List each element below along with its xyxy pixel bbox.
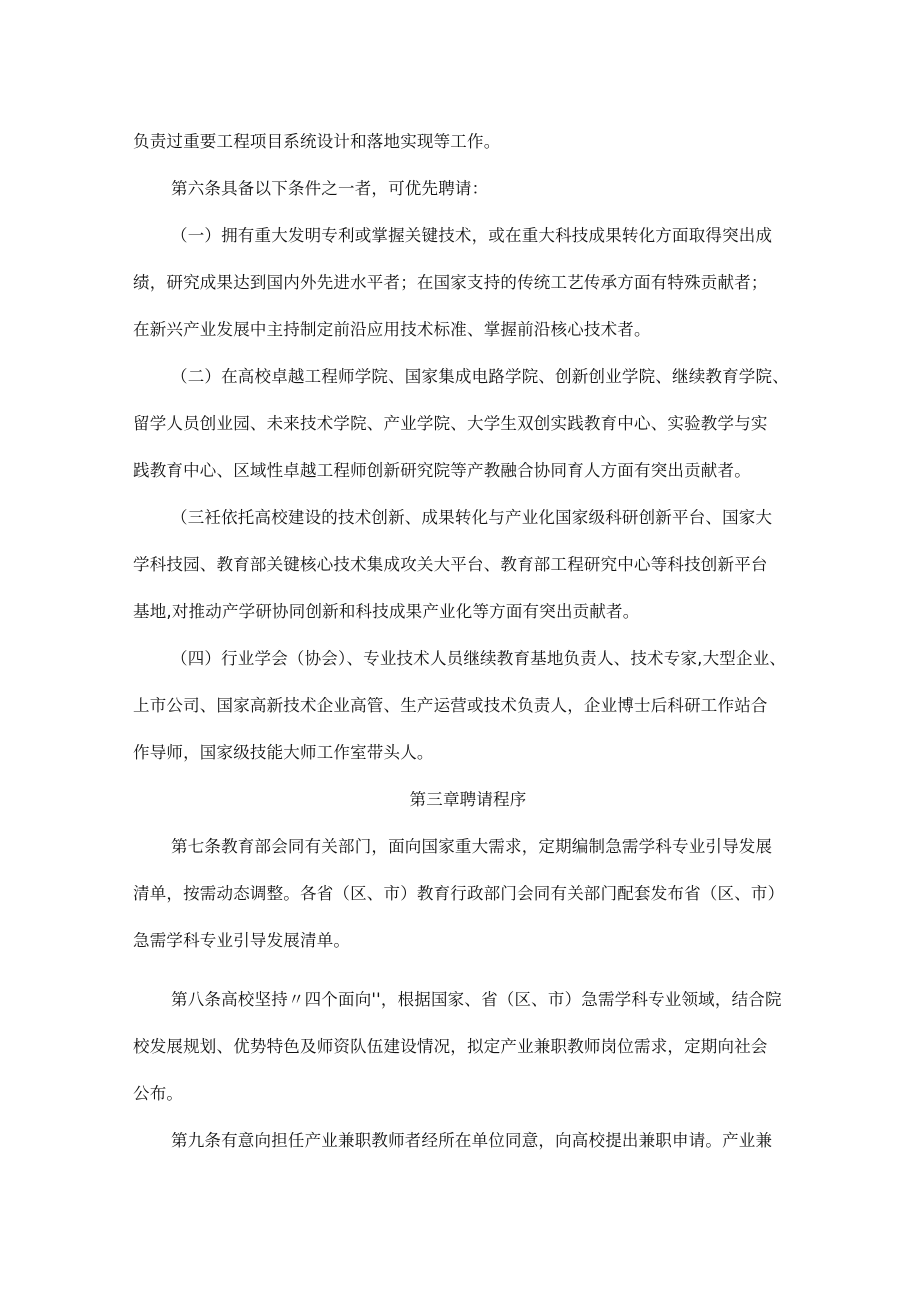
- text-line: 学科技园、教育部关键核心技术集成攻关大平台、教育部工程研究中心等科技创新平台: [133, 555, 768, 574]
- text-line: （一）拥有重大发明专利或掌握关键技术，或在重大科技成果转化方面取得突出成: [171, 226, 773, 245]
- paragraph-continuation: [133, 118, 803, 165]
- text-line: （二）在高校卓越工程师学院、国家集成电路学院、创新创业学院、继续教育学院、: [171, 367, 789, 386]
- article-6-item-1: [133, 212, 803, 353]
- chapter-heading: 第三章聘请程序: [409, 790, 527, 809]
- article-6-item-2: [133, 353, 803, 494]
- text-line: 在新兴产业发展中主持制定前沿应用技术标准、掌握前沿核心技术者。: [133, 320, 651, 339]
- text-line: 上市公司、国家高新技术企业高管、生产运营或技术负责人，企业博士后科研工作站合: [133, 696, 768, 715]
- text-line: 第九条有意向担任产业兼职教师者经所在单位同意，向高校提出兼职申请。产业兼: [171, 1131, 773, 1150]
- text-line: 第七条教育部会同有关部门，面向国家重大需求，定期编制急需学科专业引导发展: [171, 837, 773, 856]
- text-line: 践教育中心、区域性卓越工程师创新研究院等产教融合协同育人方面有突出贡献者。: [133, 461, 751, 480]
- article-6-heading: [133, 165, 803, 212]
- article-8: [133, 976, 803, 1117]
- paragraph-gap: [133, 964, 803, 976]
- text-line: 校发展规划、优势特色及师资队伍建设情况，拟定产业兼职教师岗位需求，定期向社会: [133, 1037, 768, 1056]
- article-6-item-3: [133, 494, 803, 635]
- text-line: 公布。: [133, 1084, 184, 1103]
- article-7: [133, 823, 803, 964]
- document-body: [133, 118, 803, 1164]
- text-line: （四）行业学会（协会）、专业技术人员继续教育基地负责人、技术专家,大型企业、: [171, 649, 787, 668]
- text-line: 急需学科专业引导发展清单。: [133, 931, 351, 950]
- text-line: 基地,对推动产学研协同创新和科技成果产业化等方面有突出贡献者。: [133, 602, 640, 621]
- article-9: [133, 1117, 803, 1164]
- text-line: 第六条具备以下条件之一者，可优先聘请：: [171, 179, 489, 198]
- text-line: 清单，按需动态调整。各省（区、市）教育行政部门会同有关部门配套发布省（区、市）: [133, 884, 785, 903]
- text-line: 作导师，国家级技能大师工作室带头人。: [133, 743, 434, 762]
- text-line: 第八条高校坚持〃四个面向''，根据国家、省（区、市）急需学科专业领域，结合院: [171, 990, 782, 1009]
- text-line: （三衽依托高校建设的技术创新、成果转化与产业化国家级科研创新平台、国家大: [171, 508, 773, 527]
- text-line: 绩，研究成果达到国内外先进水平者；在国家支持的传统工艺传承方面有特殊贡献者；: [133, 273, 768, 292]
- text-line: 留学人员创业园、未来技术学院、产业学院、大学生双创实践教育中心、实验教学与实: [133, 414, 768, 433]
- article-6-item-4: [133, 635, 803, 776]
- text-line: 负责过重要工程项目系统设计和落地实现等工作。: [133, 132, 501, 151]
